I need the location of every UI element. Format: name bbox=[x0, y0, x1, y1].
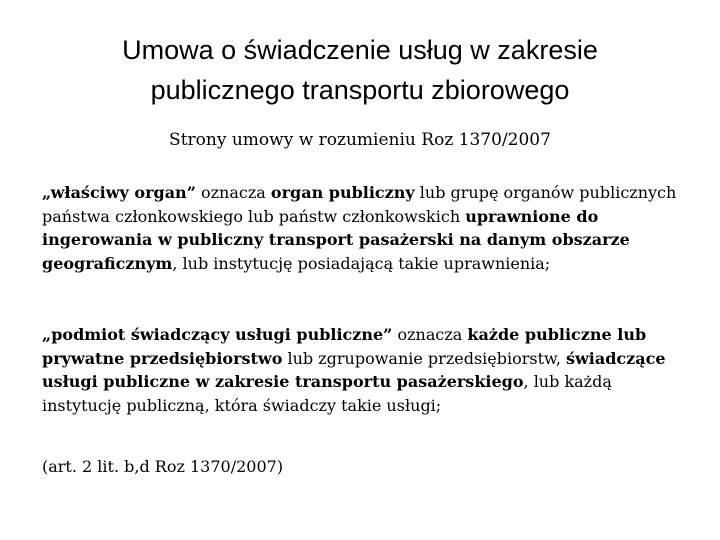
term-wlasciwy-organ: „właściwy organ” bbox=[42, 183, 196, 202]
definition-paragraph-organ bbox=[42, 181, 692, 275]
legal-reference: (art. 2 lit. b,d Roz 1370/2007) bbox=[42, 457, 284, 476]
slide-title-line-2: publicznego transportu zbiorowego bbox=[150, 75, 570, 105]
text-segment: , lub instytucję posiadającą takie uprawnienia; bbox=[172, 253, 551, 273]
text-segment: oznacza bbox=[392, 325, 468, 344]
emphasis-segment: organ publiczny bbox=[270, 183, 415, 202]
text-segment: oznacza bbox=[195, 183, 271, 202]
text-segment: , lub każdą instytucję publiczną, która świadczy takie usługi; bbox=[42, 372, 612, 415]
definition-paragraph-podmiot bbox=[42, 323, 692, 417]
slide-title bbox=[60, 30, 660, 110]
text-segment: lub grupę organów publicznych państwa członkowskiego lub państw członkowskich bbox=[42, 183, 677, 226]
text-segment: lub zgrupowanie przedsiębiorstw, bbox=[282, 348, 566, 368]
emphasis-segment: uprawnione do ingerowania w publiczny transport pasażerski na danym obszarze geograficznym bbox=[42, 206, 630, 273]
emphasis-segment: każde publiczne lub prywatne przedsiębiorstwo bbox=[42, 325, 647, 368]
slide-title-line-1: Umowa o świadczenie usług w zakresie bbox=[122, 35, 598, 65]
term-podmiot-swiadczacy: „podmiot świadczący usługi publiczne” bbox=[42, 325, 393, 344]
slide-subtitle: Strony umowy w rozumieniu Roz 1370/2007 bbox=[169, 130, 551, 150]
emphasis-segment: świadczące usługi publiczne w zakresie transportu pasażerskiego bbox=[42, 348, 666, 391]
